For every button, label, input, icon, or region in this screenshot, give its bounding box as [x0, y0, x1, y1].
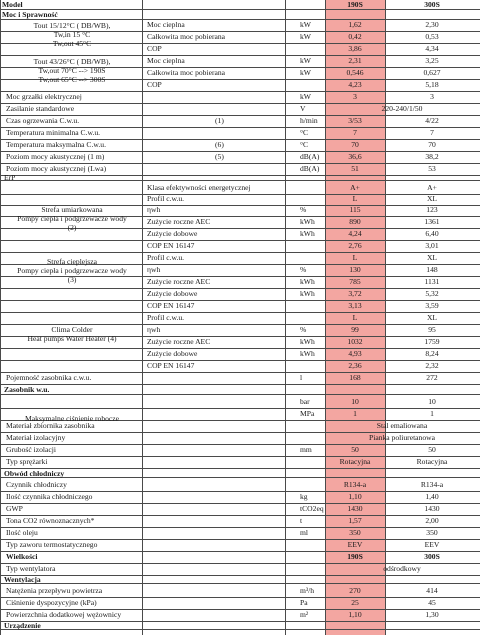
group-tout43-line: Tw,out 70°C --> 190S [38, 66, 106, 75]
row-label: Zużycie roczne AEC [147, 217, 211, 226]
row-label: GWP [6, 504, 23, 513]
row-divider [0, 175, 480, 176]
row-unit: kWh [300, 229, 315, 238]
row-label: Całkowita moc pobierana [147, 32, 226, 41]
value-190s: 10 [351, 397, 359, 406]
value-300s: 5,18 [425, 80, 439, 89]
row-label: Zużycie dobowe [147, 229, 198, 238]
row-label: Profil c.w.u. [147, 253, 185, 262]
row-divider [0, 194, 480, 195]
row-divider [0, 621, 480, 622]
value-190s: L [352, 253, 358, 262]
value-190s: 4,24 [348, 229, 362, 238]
section-tank: Zasobnik w.u. [4, 385, 50, 394]
row-unit: mm [300, 445, 312, 454]
value-190s: 350 [349, 528, 361, 537]
group-erp-umiarkowana-line: Pompy ciepła i podgrzewacze wody [17, 214, 127, 223]
value-300s: 272 [426, 373, 438, 382]
section-erp: ErP [4, 173, 16, 182]
row-divider [0, 360, 480, 361]
row-unit: % [300, 205, 307, 214]
column-divider [0, 0, 1, 635]
row-divider [0, 19, 480, 20]
row-unit: dB(A) [300, 164, 320, 173]
row-divider [0, 240, 480, 241]
value-300s: 1 [430, 409, 434, 418]
row-divider [0, 384, 480, 385]
row-unit: % [300, 265, 307, 274]
row-label: Wielkości [6, 552, 38, 561]
row-label: COP [147, 80, 162, 89]
group-tout15-line: Tout 15/12°C ( DB/WB), [33, 21, 111, 30]
value-190s: 99 [351, 325, 359, 334]
row-label: Typ sprężarki [6, 457, 48, 466]
row-label: Zużycie roczne AEC [147, 277, 211, 286]
section-cooling: Obwód chłodniczy [4, 469, 65, 478]
row-divider [0, 444, 480, 445]
row-unit: kW [300, 20, 311, 29]
row-unit: MPa [300, 409, 315, 418]
value-300s: 300S [424, 552, 440, 561]
value-300s: 38,2 [425, 152, 439, 161]
row-label: ηwh [147, 265, 161, 274]
value-300s: 1,30 [425, 610, 439, 619]
value-190s: 0,546 [346, 68, 364, 77]
row-unit: tCO2eq [300, 504, 324, 513]
value-300s: 350 [426, 528, 438, 537]
value-300s: 1759 [424, 337, 440, 346]
group-erp-cieplejsza-line: Pompy ciepła i podgrzewacze wody [17, 266, 127, 275]
header-190s: 190S [347, 0, 363, 9]
row-unit: dB(A) [300, 152, 320, 161]
value-190s: 168 [349, 373, 361, 382]
value-300s: 148 [426, 265, 438, 274]
row-unit: kWh [300, 277, 315, 286]
section-performance: Moc i Sprawność [2, 10, 58, 19]
value-190s: 220-240/1/50 [381, 104, 423, 113]
value-300s: 0,627 [423, 68, 441, 77]
row-unit: ml [300, 528, 309, 537]
row-label: Czynnik chłodniczy [6, 480, 67, 489]
value-190s: 130 [349, 265, 361, 274]
row-divider [0, 180, 480, 181]
row-unit: kW [300, 68, 311, 77]
group-tout15-line: Tw,out 45°C [52, 39, 92, 48]
value-300s: 2,30 [425, 20, 439, 29]
row-label: Temperatura maksymalna C.w.u. [6, 140, 106, 149]
value-300s: 53 [428, 164, 436, 173]
group-tout43-line: Tw,out 65°C --> 300S [38, 75, 106, 84]
header-300s: 300S [424, 0, 440, 9]
row-label: ηwh [147, 205, 161, 214]
row-unit: h/min [300, 116, 318, 125]
column-divider [325, 0, 326, 635]
row-divider [0, 252, 480, 253]
value-190s: 785 [349, 277, 361, 286]
value-300s: 3,25 [425, 56, 439, 65]
value-300s: Rotacyjna [416, 457, 448, 466]
row-unit: kWh [300, 289, 315, 298]
value-300s: 2,32 [425, 361, 439, 370]
value-190s: 2,76 [348, 241, 362, 250]
row-label: Zużycie roczne AEC [147, 337, 211, 346]
row-divider [0, 348, 480, 349]
value-190s: 25 [351, 598, 359, 607]
value-190s: EEV [347, 540, 363, 549]
row-unit: % [300, 325, 307, 334]
section-ventilation: Wentylacja [4, 575, 41, 584]
value-300s: EEV [424, 540, 440, 549]
group-erp-clima-line: Heat pumps Water Heater (4) [27, 334, 117, 343]
value-300s: 50 [428, 445, 436, 454]
value-300s: 45 [428, 598, 436, 607]
value-190s: 1032 [347, 337, 363, 346]
row-label: Typ zaworu termostatycznego [6, 540, 98, 549]
value-190s: Rotacyjna [339, 457, 371, 466]
value-300s: 0,53 [425, 32, 439, 41]
row-divider [0, 288, 480, 289]
value-190s: 115 [349, 205, 361, 214]
row-label: Ciśnienie dyspozycyjne (kPa) [6, 598, 97, 607]
row-unit: kW [300, 92, 311, 101]
row-unit: Pa [300, 598, 308, 607]
value-190s: 190S [347, 552, 363, 561]
row-label: Zasilanie standardowe [6, 104, 75, 113]
row-unit: m² [300, 610, 309, 619]
value-190s: 890 [349, 217, 361, 226]
row-label: Temperatura minimalna C.w.u. [6, 128, 101, 137]
group-tout43-line: Tout 43/26°C ( DB/WB), [33, 57, 111, 66]
value-190s: A+ [350, 183, 360, 192]
row-unit: t [300, 516, 303, 525]
row-divider [0, 408, 480, 409]
value-190s: 1 [353, 409, 357, 418]
row-label: COP EN 16147 [147, 241, 195, 250]
row-unit: kWh [300, 337, 315, 346]
value-190s: 3 [353, 92, 357, 101]
row-label: Zużycie dobowe [147, 289, 198, 298]
value-300s: XL [426, 253, 438, 262]
row-unit: V [300, 104, 306, 113]
value-300s: 95 [428, 325, 436, 334]
row-label: Ilość czynnika chłodniczego [6, 492, 93, 501]
row-label: Poziom mocy akustycznej (1 m) [6, 152, 105, 161]
group-erp-cieplejsza-line: (3) [67, 275, 77, 284]
value-190s: 3,13 [348, 301, 362, 310]
row-divider [0, 312, 480, 313]
value-300s: 7 [430, 128, 434, 137]
row-label: Grubość izolacji [6, 445, 56, 454]
value-190s: 2,31 [348, 56, 362, 65]
label-max-pressure: Maksymalne ciśnienie robocze [24, 414, 120, 423]
row-note: (5) [215, 152, 224, 161]
model-header: Model [2, 0, 23, 9]
value-300s: 414 [426, 586, 438, 595]
value-190s: Stal emaliowana [376, 421, 428, 430]
value-300s: XL [426, 194, 438, 203]
value-190s: 70 [351, 140, 359, 149]
row-unit: kWh [300, 217, 315, 226]
row-divider [0, 551, 480, 552]
row-unit: kg [300, 492, 308, 501]
value-190s: 51 [351, 164, 359, 173]
value-190s: 0,42 [348, 32, 362, 41]
row-unit: kW [300, 32, 311, 41]
row-label: Profil c.w.u. [147, 313, 185, 322]
row-note: (1) [215, 116, 224, 125]
row-label: COP EN 16147 [147, 361, 195, 370]
section-accessories: Urządzenie [4, 621, 41, 630]
row-label: Natężenia przepływu powietrza [6, 586, 103, 595]
value-190s: odśrodkowy [383, 564, 421, 573]
row-label: Czas ogrzewania C.w.u. [6, 116, 80, 125]
row-label: Profil c.w.u. [147, 194, 185, 203]
value-190s: 4,93 [348, 349, 362, 358]
value-190s: 3,86 [348, 44, 362, 53]
value-190s: 1430 [347, 504, 363, 513]
value-300s: 8,24 [425, 349, 439, 358]
value-300s: 2,00 [425, 516, 439, 525]
value-300s: 5,32 [425, 289, 439, 298]
value-190s: 3,72 [348, 289, 362, 298]
row-label: Moc grzałki elektrycznej [6, 92, 82, 101]
row-divider [0, 629, 480, 630]
row-unit: l [300, 373, 303, 382]
value-190s: L [352, 194, 358, 203]
value-300s: 10 [428, 397, 436, 406]
value-190s: 50 [351, 445, 359, 454]
value-190s: 1,57 [348, 516, 362, 525]
value-190s: 270 [349, 586, 361, 595]
value-300s: 6,40 [425, 229, 439, 238]
row-label: Moc cieplna [147, 56, 185, 65]
value-300s: R134-a [420, 480, 444, 489]
row-divider [0, 394, 480, 395]
row-unit: °C [300, 140, 309, 149]
column-divider [142, 0, 143, 635]
value-190s: L [352, 313, 358, 322]
value-190s: 3/53 [348, 116, 362, 125]
row-label: Ilość oleju [6, 528, 38, 537]
value-300s: 70 [428, 140, 436, 149]
row-label: ηwh [147, 325, 161, 334]
row-label: Typ wentylatora [6, 564, 56, 573]
row-label: Pojemność zasobnika c.w.u. [6, 373, 92, 382]
value-190s: 4,23 [348, 80, 362, 89]
row-label: Materiał izolacyjny [6, 433, 66, 442]
row-unit: m³/h [300, 586, 315, 595]
row-divider [0, 55, 480, 56]
value-190s: 36,6 [348, 152, 362, 161]
row-unit: kWh [300, 349, 315, 358]
row-divider [0, 527, 480, 528]
value-300s: 3 [430, 92, 434, 101]
row-label: COP [147, 44, 162, 53]
row-divider [0, 468, 480, 469]
row-label: Powierzchnia dodatkowej wężownicy [6, 610, 122, 619]
value-190s: 1,10 [348, 492, 362, 501]
value-190s: R134-a [343, 480, 367, 489]
row-unit: bar [300, 397, 310, 406]
row-divider [0, 477, 480, 478]
row-label: Zużycie dobowe [147, 349, 198, 358]
value-300s: 123 [426, 205, 438, 214]
row-divider [0, 9, 480, 10]
value-190s: 1,10 [348, 610, 362, 619]
row-label: Moc cieplna [147, 20, 185, 29]
group-tout15-line: Tw,in 15 °C [53, 30, 91, 39]
row-note: (6) [215, 140, 224, 149]
row-label: Materiał zbiornika zasobnika [6, 421, 95, 430]
value-300s: XL [426, 313, 438, 322]
value-300s: A+ [427, 183, 437, 192]
column-divider [285, 0, 286, 635]
value-300s: 1,40 [425, 492, 439, 501]
row-label: COP EN 16147 [147, 301, 195, 310]
row-label: Klasa efektywności energetycznej [147, 183, 251, 192]
row-divider [0, 300, 480, 301]
value-300s: 3,01 [425, 241, 439, 250]
value-190s: 2,36 [348, 361, 362, 370]
value-300s: 1361 [424, 217, 440, 226]
value-190s: Pianka poliuretanowa [368, 433, 436, 442]
group-erp-cieplejsza-line: Strefa cieplejsza [47, 257, 97, 266]
column-divider [385, 0, 386, 635]
value-300s: 3,59 [425, 301, 439, 310]
row-divider [0, 456, 480, 457]
row-divider [0, 583, 480, 584]
group-erp-umiarkowana-line: (2) [67, 223, 77, 232]
value-300s: 4/22 [425, 116, 439, 125]
value-300s: 1131 [424, 277, 440, 286]
row-divider [0, 503, 480, 504]
group-erp-umiarkowana-line: Strefa umiarkowana [41, 205, 103, 214]
value-300s: 4,34 [425, 44, 439, 53]
value-190s: 1,62 [348, 20, 362, 29]
value-300s: 1430 [424, 504, 440, 513]
row-divider [0, 575, 480, 576]
row-label: Poziom mocy akustycznej (Lwa) [6, 164, 107, 173]
row-label: Tona CO2 równoznacznych* [6, 516, 95, 525]
value-190s: 7 [353, 128, 357, 137]
row-unit: °C [300, 128, 309, 137]
row-unit: kW [300, 56, 311, 65]
row-label: Całkowita moc pobierana [147, 68, 226, 77]
group-erp-clima-line: Clima Colder [51, 325, 93, 334]
